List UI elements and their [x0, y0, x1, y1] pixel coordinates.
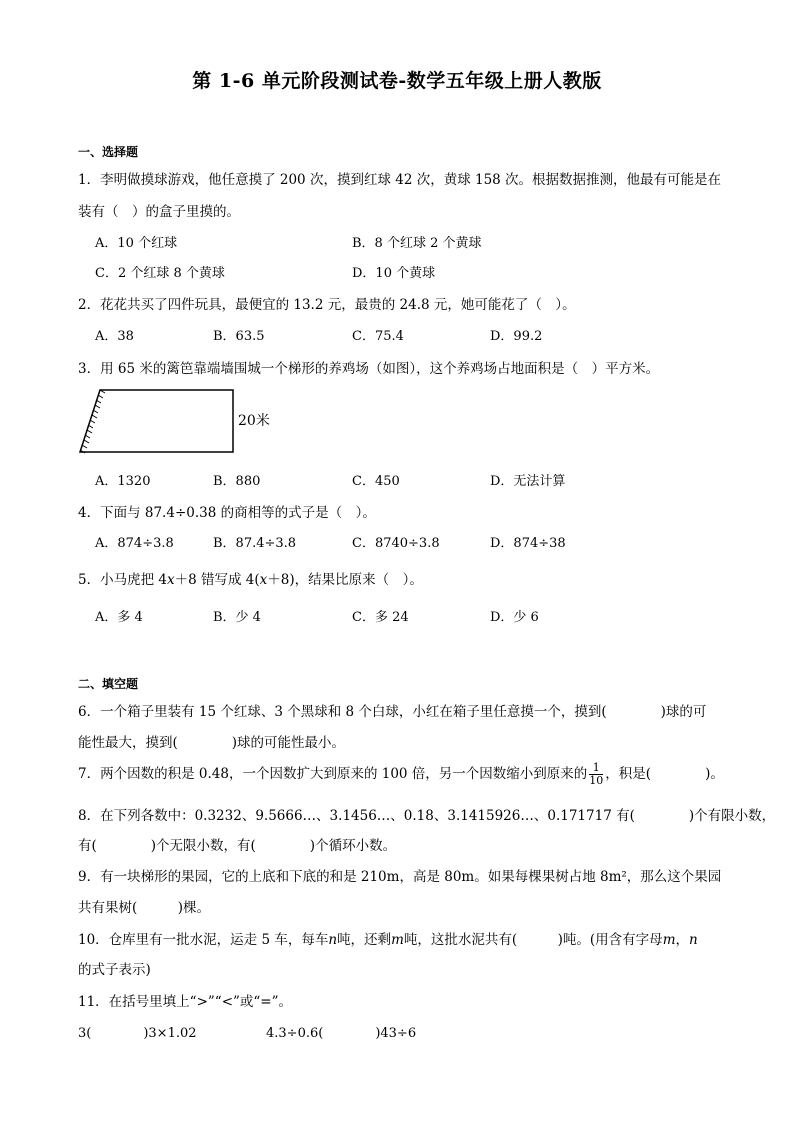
- q2-option-a[interactable]: A．38: [95, 329, 134, 344]
- q11-expression-1[interactable]: 3( )3×1.02: [78, 1026, 197, 1041]
- q10-text-line2: 的式子表示): [78, 962, 151, 978]
- q8-text-line2: 有( )个无限小数，有( )个循环小数。: [78, 838, 397, 854]
- q2-text: 2．花花共买了四件玩具，最便宜的 13.2 元，最贵的 24.8 元，她可能花了（ ）。: [78, 297, 576, 313]
- section-choice-heading: 一、选择题: [78, 145, 139, 159]
- figure-height-label: 20米: [238, 413, 270, 429]
- q11-text: 11．在括号里填上“>”“<”或“=”。: [78, 994, 293, 1010]
- q1-text-line1: 1．李明做摸球游戏，他任意摸了 200 次，摸到红球 42 次，黄球 158 次。根据数据推测，他最有可能是在: [78, 172, 722, 188]
- q5-text: 5．小马虎把 4x＋8 错写成 4(x＋8)，结果比原来（ ）。: [78, 572, 423, 588]
- q9-text-line2: 共有果树( )棵。: [78, 900, 211, 916]
- q4-text: 4．下面与 87.4÷0.38 的商相等的式子是（ ）。: [78, 505, 376, 521]
- q6-text-line2: 能性最大，摸到( )球的可能性最小。: [78, 735, 346, 751]
- q7-text: 7．两个因数的积是 0.48，一个因数扩大到原来的 100 倍，另一个因数缩小到原来的 $\frac{1}{10}$ ，积是( )。: [78, 761, 724, 787]
- q3-option-d[interactable]: D．无法计算: [490, 474, 566, 489]
- q1-option-c[interactable]: C．2 个红球 8 个黄球: [95, 266, 225, 281]
- q6-text-line1: 6．一个箱子里装有 15 个红球、3 个黑球和 8 个白球，小红在箱子里任意摸一个，摸到( )球的可: [78, 704, 707, 720]
- q2-option-b[interactable]: B．63.5: [213, 329, 265, 344]
- q4-option-c[interactable]: C．8740÷3.8: [352, 536, 440, 551]
- q10-text-line1: 10．仓库里有一批水泥，运走 5 车，每车n吨，还剩m吨，这批水泥共有( )吨。(用含有字母m，n: [78, 932, 698, 948]
- q5-option-d[interactable]: D．少 6: [490, 610, 539, 625]
- fraction-one-tenth: $\frac{1}{10}$: [589, 761, 604, 787]
- q3-text: 3．用 65 米的篱笆靠端墙围城一个梯形的养鸡场（如图），这个养鸡场占地面积是（ ）平方米。: [78, 361, 660, 377]
- q8-text-line1: 8．在下列各数中：0.3232、9.5666…、3.1456…、0.18、3.1415926…、0.171717 有( )个有限小数，: [78, 808, 776, 824]
- q9-text-line1: 9．有一块梯形的果园，它的上底和下底的和是 210m，高是 80m。如果每棵果树占地 8m²，那么这个果园: [78, 869, 722, 885]
- section-fill-heading: 二、填空题: [78, 677, 139, 691]
- page-title: 第 1-6 单元阶段测试卷-数学五年级上册人教版: [192, 70, 602, 92]
- q4-option-a[interactable]: A．874÷3.8: [95, 536, 174, 551]
- q3-option-a[interactable]: A．1320: [95, 474, 151, 489]
- q1-text-line2: 装有（ ）的盒子里摸的。: [78, 204, 240, 220]
- q1-option-a[interactable]: A．10 个红球: [95, 236, 178, 251]
- q1-option-b[interactable]: B．8 个红球 2 个黄球: [352, 236, 482, 251]
- q4-option-b[interactable]: B．87.4÷3.8: [213, 536, 297, 551]
- q2-option-d[interactable]: D．99.2: [490, 329, 543, 344]
- q1-option-d[interactable]: D．10 个黄球: [352, 266, 436, 281]
- q5-option-a[interactable]: A．多 4: [95, 610, 143, 625]
- q5-option-c[interactable]: C．多 24: [352, 610, 409, 625]
- q2-option-c[interactable]: C．75.4: [352, 329, 404, 344]
- q3-option-b[interactable]: B．880: [213, 474, 261, 489]
- q5-option-b[interactable]: B．少 4: [213, 610, 261, 625]
- q11-expression-2[interactable]: 4.3÷0.6( )43÷6: [266, 1026, 417, 1041]
- q4-option-d[interactable]: D．874÷38: [490, 536, 566, 551]
- q3-option-c[interactable]: C．450: [352, 474, 400, 489]
